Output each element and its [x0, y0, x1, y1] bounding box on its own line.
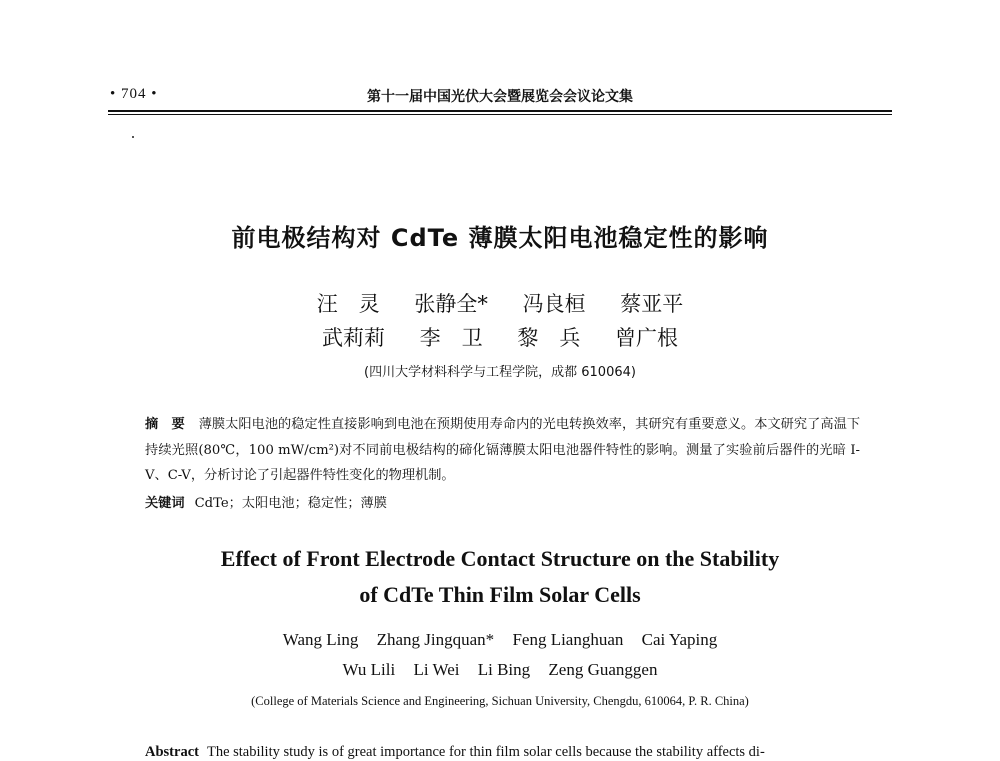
chinese-affiliation: (四川大学材料科学与工程学院，成都 610064)	[364, 365, 636, 380]
english-abstract	[145, 744, 865, 761]
author: Li Bing	[477, 660, 531, 679]
speck	[132, 136, 134, 138]
keywords-text: CdTe；太阳电池；稳定性；薄膜	[194, 496, 387, 511]
header-rule-thick	[108, 110, 892, 112]
abstract-label: 摘 要	[145, 417, 185, 432]
header-rule-thin	[108, 114, 892, 115]
author: Wu Lili	[342, 660, 396, 679]
author: 曾广根	[615, 326, 679, 350]
author: 张静全*	[414, 292, 488, 316]
author: Li Wei	[413, 660, 460, 679]
page-header	[110, 86, 890, 108]
abstract-text: 薄膜太阳电池的稳定性直接影响到电池在预期使用寿命内的光电转换效率，其研究有重要意义。本文研究了高温下持续光照(80℃，100 mW/cm²)对不同前电极结构的碲化镉薄膜太阳电池器件特性的影响。测量了实验前后器件的光暗 I-V、C-V，分析讨论了引起器件特性变化的物理机制。	[145, 417, 861, 483]
running-title: 第十一届中国光伏大会暨展览会会议论文集	[367, 89, 633, 105]
abstract-label: Abstract	[145, 744, 199, 760]
chinese-authors-line2	[0, 322, 1000, 352]
english-title-line1: Effect of Front Electrode Contact Structure on the Stability	[220, 546, 780, 571]
author: Cai Yaping	[641, 630, 718, 649]
author: 武莉莉	[321, 326, 385, 350]
author: 黎 兵	[517, 326, 581, 350]
author: Zhang Jingquan*	[376, 630, 495, 649]
chinese-keywords	[145, 492, 387, 511]
author: Feng Lianghuan	[512, 630, 624, 649]
author: Wang Ling	[282, 630, 359, 649]
chinese-abstract	[145, 412, 860, 489]
english-authors-line1	[0, 630, 1000, 650]
chinese-authors-line1	[0, 288, 1000, 318]
english-affiliation: (College of Materials Science and Engineering, Sichuan University, Chengdu, 610064, P. R. China)	[251, 694, 749, 708]
keywords-label: 关键词	[145, 496, 185, 511]
abstract-text: The stability study is of great importance for thin film solar cells because the stability affects di-	[206, 744, 765, 760]
author: 蔡亚平	[620, 292, 684, 316]
chinese-title: 前电极结构对 CdTe 薄膜太阳电池稳定性的影响	[231, 224, 769, 252]
author: 冯良桓	[522, 292, 586, 316]
english-title-line2: of CdTe Thin Film Solar Cells	[359, 582, 641, 607]
author: 李 卫	[419, 326, 483, 350]
author: Zeng Guanggen	[548, 660, 658, 679]
page-number: • 704 •	[110, 86, 158, 102]
author: 汪 灵	[316, 292, 380, 316]
english-authors-line2	[0, 660, 1000, 680]
